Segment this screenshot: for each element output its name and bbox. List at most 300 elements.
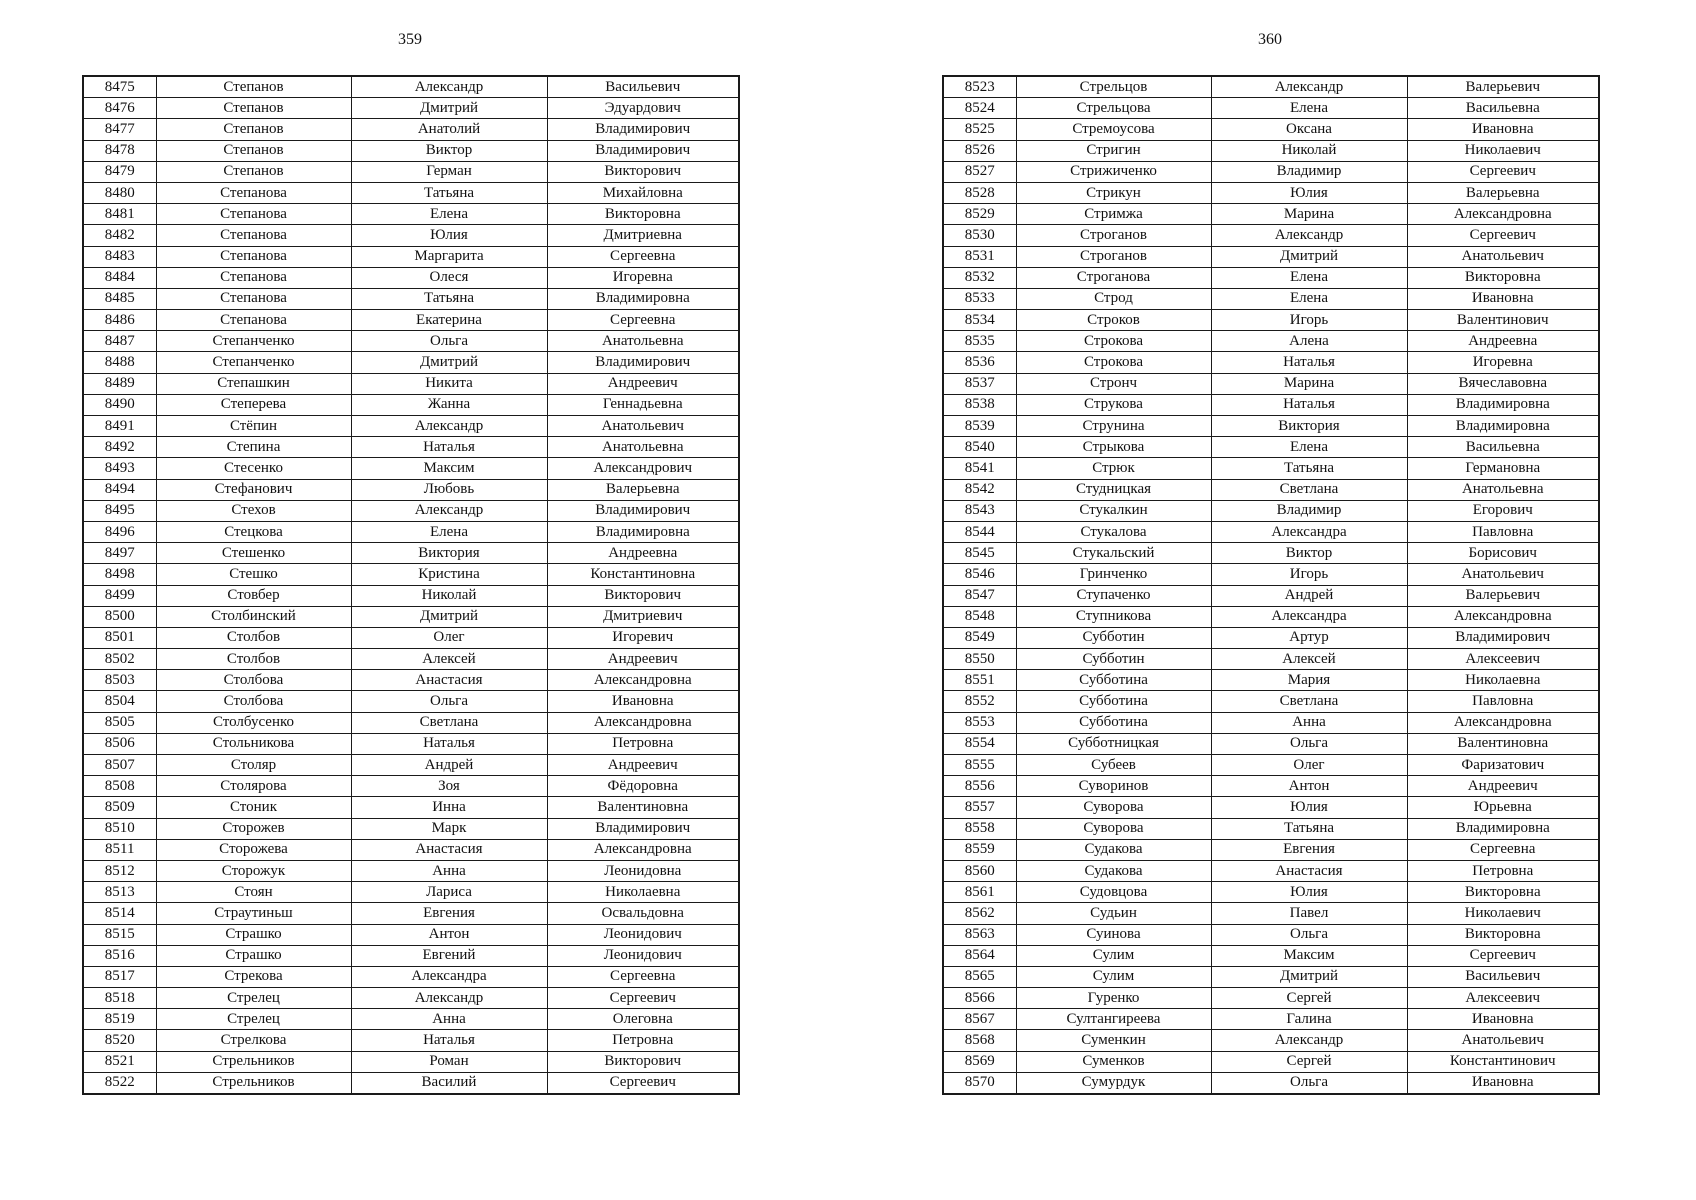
row-number-cell: 8510: [83, 818, 156, 839]
first-name-cell: Юлия: [1211, 797, 1407, 818]
last-name-cell: Стукальский: [1016, 543, 1211, 564]
table-row: [943, 627, 1599, 648]
patronymic-cell: Сергеевич: [1407, 161, 1599, 182]
table-row: [83, 1051, 739, 1072]
first-name-cell: Александр: [351, 416, 547, 437]
first-name-cell: Александра: [1211, 521, 1407, 542]
first-name-cell: Любовь: [351, 479, 547, 500]
table-row: [943, 903, 1599, 924]
first-name-cell: Анна: [1211, 712, 1407, 733]
last-name-cell: Строганова: [1016, 267, 1211, 288]
first-name-cell: Анна: [351, 1009, 547, 1030]
patronymic-cell: Васильевна: [1407, 437, 1599, 458]
first-name-cell: Анастасия: [1211, 860, 1407, 881]
row-number-cell: 8529: [943, 204, 1016, 225]
patronymic-cell: Сергеевич: [547, 988, 739, 1009]
row-number-cell: 8555: [943, 755, 1016, 776]
first-name-cell: Наталья: [1211, 352, 1407, 373]
last-name-cell: Столбов: [156, 649, 351, 670]
patronymic-cell: Германовна: [1407, 458, 1599, 479]
table-row: [943, 966, 1599, 987]
row-number-cell: 8546: [943, 564, 1016, 585]
patronymic-cell: Сергеевна: [547, 310, 739, 331]
table-row: [83, 521, 739, 542]
last-name-cell: Сулим: [1016, 966, 1211, 987]
patronymic-cell: Владимировна: [1407, 818, 1599, 839]
last-name-cell: Суворова: [1016, 797, 1211, 818]
row-number-cell: 8497: [83, 543, 156, 564]
first-name-cell: Марина: [1211, 373, 1407, 394]
patronymic-cell: Игоревич: [547, 627, 739, 648]
patronymic-cell: Вячеславовна: [1407, 373, 1599, 394]
row-number-cell: 8560: [943, 860, 1016, 881]
row-number-cell: 8561: [943, 882, 1016, 903]
first-name-cell: Лариса: [351, 882, 547, 903]
patronymic-cell: Леонидович: [547, 945, 739, 966]
last-name-cell: Степанов: [156, 76, 351, 98]
table-row: [943, 267, 1599, 288]
patronymic-cell: Владимирович: [1407, 627, 1599, 648]
table-row: [83, 76, 739, 98]
last-name-cell: Судовцова: [1016, 882, 1211, 903]
table-row: [83, 564, 739, 585]
row-number-cell: 8541: [943, 458, 1016, 479]
row-number-cell: 8566: [943, 988, 1016, 1009]
last-name-cell: Столбинский: [156, 606, 351, 627]
patronymic-cell: Николаевна: [1407, 670, 1599, 691]
patronymic-cell: Владимирович: [547, 352, 739, 373]
row-number-cell: 8509: [83, 797, 156, 818]
last-name-cell: Степанченко: [156, 331, 351, 352]
last-name-cell: Строков: [1016, 310, 1211, 331]
row-number-cell: 8535: [943, 331, 1016, 352]
table-row: [943, 458, 1599, 479]
last-name-cell: Ступаченко: [1016, 585, 1211, 606]
first-name-cell: Юлия: [1211, 882, 1407, 903]
last-name-cell: Столбова: [156, 691, 351, 712]
first-name-cell: Зоя: [351, 776, 547, 797]
patronymic-cell: Викторович: [547, 585, 739, 606]
row-number-cell: 8520: [83, 1030, 156, 1051]
row-number-cell: 8504: [83, 691, 156, 712]
patronymic-cell: Викторовна: [547, 204, 739, 225]
last-name-cell: Степерева: [156, 394, 351, 415]
table-row: [943, 119, 1599, 140]
patronymic-cell: Ивановна: [1407, 288, 1599, 309]
patronymic-cell: Андреевич: [1407, 776, 1599, 797]
row-number-cell: 8531: [943, 246, 1016, 267]
first-name-cell: Максим: [1211, 945, 1407, 966]
first-name-cell: Андрей: [1211, 585, 1407, 606]
last-name-cell: Степанова: [156, 246, 351, 267]
last-name-cell: Стремоусова: [1016, 119, 1211, 140]
patronymic-cell: Анатольевич: [1407, 564, 1599, 585]
row-number-cell: 8515: [83, 924, 156, 945]
patronymic-cell: Фёдоровна: [547, 776, 739, 797]
patronymic-cell: Владимирович: [547, 119, 739, 140]
first-name-cell: Андрей: [351, 755, 547, 776]
last-name-cell: Стешенко: [156, 543, 351, 564]
table-row: [83, 797, 739, 818]
table-row: [943, 161, 1599, 182]
patronymic-cell: Ивановна: [1407, 119, 1599, 140]
last-name-cell: Степанова: [156, 182, 351, 203]
patronymic-cell: Владимировна: [547, 521, 739, 542]
row-number-cell: 8522: [83, 1072, 156, 1094]
patronymic-cell: Андреевна: [547, 543, 739, 564]
patronymic-cell: Анатольевна: [547, 331, 739, 352]
last-name-cell: Стрельцов: [1016, 76, 1211, 98]
last-name-cell: Сторожева: [156, 839, 351, 860]
table-row: [83, 288, 739, 309]
table-row: [83, 543, 739, 564]
last-name-cell: Судьин: [1016, 903, 1211, 924]
row-number-cell: 8481: [83, 204, 156, 225]
table-row: [943, 670, 1599, 691]
patronymic-cell: Дмитриевич: [547, 606, 739, 627]
patronymic-cell: Александрович: [547, 458, 739, 479]
row-number-cell: 8550: [943, 649, 1016, 670]
table-row: [943, 204, 1599, 225]
first-name-cell: Никита: [351, 373, 547, 394]
first-name-cell: Елена: [351, 521, 547, 542]
last-name-cell: Строкова: [1016, 331, 1211, 352]
table-row: [83, 182, 739, 203]
table-row: [943, 76, 1599, 98]
last-name-cell: Стёпин: [156, 416, 351, 437]
row-number-cell: 8511: [83, 839, 156, 860]
last-name-cell: Столбова: [156, 670, 351, 691]
table-row: [83, 140, 739, 161]
patronymic-cell: Викторович: [547, 1051, 739, 1072]
row-number-cell: 8508: [83, 776, 156, 797]
row-number-cell: 8542: [943, 479, 1016, 500]
table-row: [943, 416, 1599, 437]
table-row: [943, 733, 1599, 754]
row-number-cell: 8539: [943, 416, 1016, 437]
patronymic-cell: Павловна: [1407, 521, 1599, 542]
table-row: [83, 458, 739, 479]
row-number-cell: 8516: [83, 945, 156, 966]
row-number-cell: 8534: [943, 310, 1016, 331]
table-row: [83, 1009, 739, 1030]
table-row: [943, 585, 1599, 606]
last-name-cell: Стефанович: [156, 479, 351, 500]
last-name-cell: Степашкин: [156, 373, 351, 394]
last-name-cell: Строд: [1016, 288, 1211, 309]
last-name-cell: Субеев: [1016, 755, 1211, 776]
table-row: [943, 1072, 1599, 1094]
first-name-cell: Елена: [1211, 437, 1407, 458]
first-name-cell: Сергей: [1211, 1051, 1407, 1072]
patronymic-cell: Васильевич: [1407, 966, 1599, 987]
last-name-cell: Струкова: [1016, 394, 1211, 415]
row-number-cell: 8488: [83, 352, 156, 373]
row-number-cell: 8567: [943, 1009, 1016, 1030]
last-name-cell: Страутиньш: [156, 903, 351, 924]
last-name-cell: Столбусенко: [156, 712, 351, 733]
first-name-cell: Ольга: [1211, 1072, 1407, 1094]
row-number-cell: 8479: [83, 161, 156, 182]
last-name-cell: Стрыкова: [1016, 437, 1211, 458]
first-name-cell: Татьяна: [1211, 458, 1407, 479]
table-row: [943, 521, 1599, 542]
first-name-cell: Татьяна: [351, 288, 547, 309]
table-row: [943, 776, 1599, 797]
last-name-cell: Стрельников: [156, 1051, 351, 1072]
names-table-left: [82, 75, 740, 1095]
table-row: [943, 182, 1599, 203]
patronymic-cell: Олеговна: [547, 1009, 739, 1030]
first-name-cell: Игорь: [1211, 310, 1407, 331]
table-row: [943, 310, 1599, 331]
row-number-cell: 8525: [943, 119, 1016, 140]
last-name-cell: Страшко: [156, 945, 351, 966]
patronymic-cell: Васильевна: [1407, 98, 1599, 119]
patronymic-cell: Леонидович: [547, 924, 739, 945]
first-name-cell: Елена: [1211, 98, 1407, 119]
row-number-cell: 8493: [83, 458, 156, 479]
last-name-cell: Стольникова: [156, 733, 351, 754]
table-row: [83, 691, 739, 712]
table-row: [943, 1030, 1599, 1051]
last-name-cell: Степанова: [156, 225, 351, 246]
row-number-cell: 8503: [83, 670, 156, 691]
row-number-cell: 8569: [943, 1051, 1016, 1072]
patronymic-cell: Владимирович: [547, 818, 739, 839]
row-number-cell: 8532: [943, 267, 1016, 288]
row-number-cell: 8564: [943, 945, 1016, 966]
table-row: [943, 394, 1599, 415]
row-number-cell: 8554: [943, 733, 1016, 754]
row-number-cell: 8533: [943, 288, 1016, 309]
patronymic-cell: Андреевич: [547, 649, 739, 670]
table-row: [943, 564, 1599, 585]
last-name-cell: Суворова: [1016, 818, 1211, 839]
first-name-cell: Оксана: [1211, 119, 1407, 140]
table-row: [83, 585, 739, 606]
first-name-cell: Владимир: [1211, 500, 1407, 521]
table-row: [943, 712, 1599, 733]
last-name-cell: Степанов: [156, 98, 351, 119]
last-name-cell: Стешко: [156, 564, 351, 585]
last-name-cell: Степанов: [156, 161, 351, 182]
row-number-cell: 8513: [83, 882, 156, 903]
last-name-cell: Строганов: [1016, 246, 1211, 267]
table-row: [83, 839, 739, 860]
last-name-cell: Строкова: [1016, 352, 1211, 373]
first-name-cell: Николай: [351, 585, 547, 606]
last-name-cell: Стрелец: [156, 988, 351, 1009]
patronymic-cell: Александровна: [1407, 712, 1599, 733]
patronymic-cell: Сергеевна: [547, 246, 739, 267]
first-name-cell: Наталья: [351, 1030, 547, 1051]
first-name-cell: Анатолий: [351, 119, 547, 140]
last-name-cell: Стригин: [1016, 140, 1211, 161]
row-number-cell: 8519: [83, 1009, 156, 1030]
row-number-cell: 8482: [83, 225, 156, 246]
last-name-cell: Степанова: [156, 204, 351, 225]
last-name-cell: Гринченко: [1016, 564, 1211, 585]
table-row: [943, 140, 1599, 161]
patronymic-cell: Андреевич: [547, 755, 739, 776]
last-name-cell: Субботницкая: [1016, 733, 1211, 754]
table-row: [943, 479, 1599, 500]
row-number-cell: 8483: [83, 246, 156, 267]
patronymic-cell: Андреевна: [1407, 331, 1599, 352]
first-name-cell: Ольга: [1211, 733, 1407, 754]
first-name-cell: Максим: [351, 458, 547, 479]
row-number-cell: 8548: [943, 606, 1016, 627]
table-row: [83, 988, 739, 1009]
first-name-cell: Сергей: [1211, 988, 1407, 1009]
first-name-cell: Татьяна: [351, 182, 547, 203]
first-name-cell: Олег: [351, 627, 547, 648]
table-row: [83, 860, 739, 881]
first-name-cell: Олеся: [351, 267, 547, 288]
row-number-cell: 8517: [83, 966, 156, 987]
last-name-cell: Стоник: [156, 797, 351, 818]
patronymic-cell: Петровна: [547, 1030, 739, 1051]
first-name-cell: Александр: [351, 500, 547, 521]
first-name-cell: Виктор: [351, 140, 547, 161]
first-name-cell: Елена: [1211, 288, 1407, 309]
row-number-cell: 8545: [943, 543, 1016, 564]
last-name-cell: Субботин: [1016, 627, 1211, 648]
patronymic-cell: Освальдовна: [547, 903, 739, 924]
first-name-cell: Марк: [351, 818, 547, 839]
names-table-right-body: [943, 76, 1599, 1094]
patronymic-cell: Александровна: [547, 712, 739, 733]
row-number-cell: 8484: [83, 267, 156, 288]
last-name-cell: Сулим: [1016, 945, 1211, 966]
first-name-cell: Алена: [1211, 331, 1407, 352]
patronymic-cell: Игоревна: [1407, 352, 1599, 373]
table-row: [943, 924, 1599, 945]
row-number-cell: 8565: [943, 966, 1016, 987]
first-name-cell: Павел: [1211, 903, 1407, 924]
first-name-cell: Евгения: [1211, 839, 1407, 860]
patronymic-cell: Викторовна: [1407, 267, 1599, 288]
table-row: [83, 267, 739, 288]
table-row: [83, 1030, 739, 1051]
row-number-cell: 8556: [943, 776, 1016, 797]
table-row: [83, 924, 739, 945]
first-name-cell: Ольга: [351, 331, 547, 352]
last-name-cell: Степина: [156, 437, 351, 458]
row-number-cell: 8549: [943, 627, 1016, 648]
patronymic-cell: Егорович: [1407, 500, 1599, 521]
first-name-cell: Виктория: [1211, 416, 1407, 437]
first-name-cell: Юлия: [1211, 182, 1407, 203]
table-row: [943, 860, 1599, 881]
first-name-cell: Александр: [1211, 1030, 1407, 1051]
last-name-cell: Субботина: [1016, 670, 1211, 691]
table-row: [83, 966, 739, 987]
table-row: [943, 1009, 1599, 1030]
last-name-cell: Сумурдук: [1016, 1072, 1211, 1094]
row-number-cell: 8538: [943, 394, 1016, 415]
table-row: [943, 606, 1599, 627]
row-number-cell: 8496: [83, 521, 156, 542]
patronymic-cell: Леонидовна: [547, 860, 739, 881]
last-name-cell: Судакова: [1016, 839, 1211, 860]
patronymic-cell: Анатольевич: [1407, 246, 1599, 267]
row-number-cell: 8490: [83, 394, 156, 415]
last-name-cell: Степанова: [156, 267, 351, 288]
last-name-cell: Стехов: [156, 500, 351, 521]
patronymic-cell: Валерьевна: [547, 479, 739, 500]
patronymic-cell: Валерьевич: [1407, 585, 1599, 606]
table-row: [943, 691, 1599, 712]
table-row: [83, 818, 739, 839]
first-name-cell: Александр: [351, 76, 547, 98]
table-row: [83, 352, 739, 373]
row-number-cell: 8487: [83, 331, 156, 352]
table-row: [83, 437, 739, 458]
first-name-cell: Антон: [351, 924, 547, 945]
patronymic-cell: Владимирович: [547, 140, 739, 161]
row-number-cell: 8562: [943, 903, 1016, 924]
first-name-cell: Дмитрий: [351, 98, 547, 119]
last-name-cell: Стрекова: [156, 966, 351, 987]
row-number-cell: 8486: [83, 310, 156, 331]
last-name-cell: Суменкин: [1016, 1030, 1211, 1051]
first-name-cell: Дмитрий: [1211, 966, 1407, 987]
row-number-cell: 8530: [943, 225, 1016, 246]
row-number-cell: 8537: [943, 373, 1016, 394]
first-name-cell: Анастасия: [351, 839, 547, 860]
table-row: [83, 882, 739, 903]
row-number-cell: 8547: [943, 585, 1016, 606]
table-row: [943, 818, 1599, 839]
table-row: [943, 437, 1599, 458]
patronymic-cell: Сергеевна: [547, 966, 739, 987]
patronymic-cell: Николаевич: [1407, 140, 1599, 161]
last-name-cell: Сторожев: [156, 818, 351, 839]
first-name-cell: Юлия: [351, 225, 547, 246]
last-name-cell: Студницкая: [1016, 479, 1211, 500]
last-name-cell: Субботин: [1016, 649, 1211, 670]
first-name-cell: Александра: [1211, 606, 1407, 627]
last-name-cell: Стоян: [156, 882, 351, 903]
row-number-cell: 8544: [943, 521, 1016, 542]
row-number-cell: 8498: [83, 564, 156, 585]
row-number-cell: 8512: [83, 860, 156, 881]
table-row: [943, 373, 1599, 394]
table-row: [943, 649, 1599, 670]
patronymic-cell: Викторович: [547, 161, 739, 182]
table-row: [83, 500, 739, 521]
first-name-cell: Светлана: [1211, 479, 1407, 500]
row-number-cell: 8495: [83, 500, 156, 521]
table-row: [83, 246, 739, 267]
table-row: [83, 670, 739, 691]
row-number-cell: 8559: [943, 839, 1016, 860]
patronymic-cell: Алексеевич: [1407, 649, 1599, 670]
first-name-cell: Алексей: [351, 649, 547, 670]
first-name-cell: Игорь: [1211, 564, 1407, 585]
first-name-cell: Ольга: [1211, 924, 1407, 945]
patronymic-cell: Владимировна: [1407, 416, 1599, 437]
row-number-cell: 8477: [83, 119, 156, 140]
patronymic-cell: Константинович: [1407, 1051, 1599, 1072]
last-name-cell: Стецкова: [156, 521, 351, 542]
row-number-cell: 8563: [943, 924, 1016, 945]
row-number-cell: 8499: [83, 585, 156, 606]
patronymic-cell: Борисович: [1407, 543, 1599, 564]
patronymic-cell: Фаризатович: [1407, 755, 1599, 776]
